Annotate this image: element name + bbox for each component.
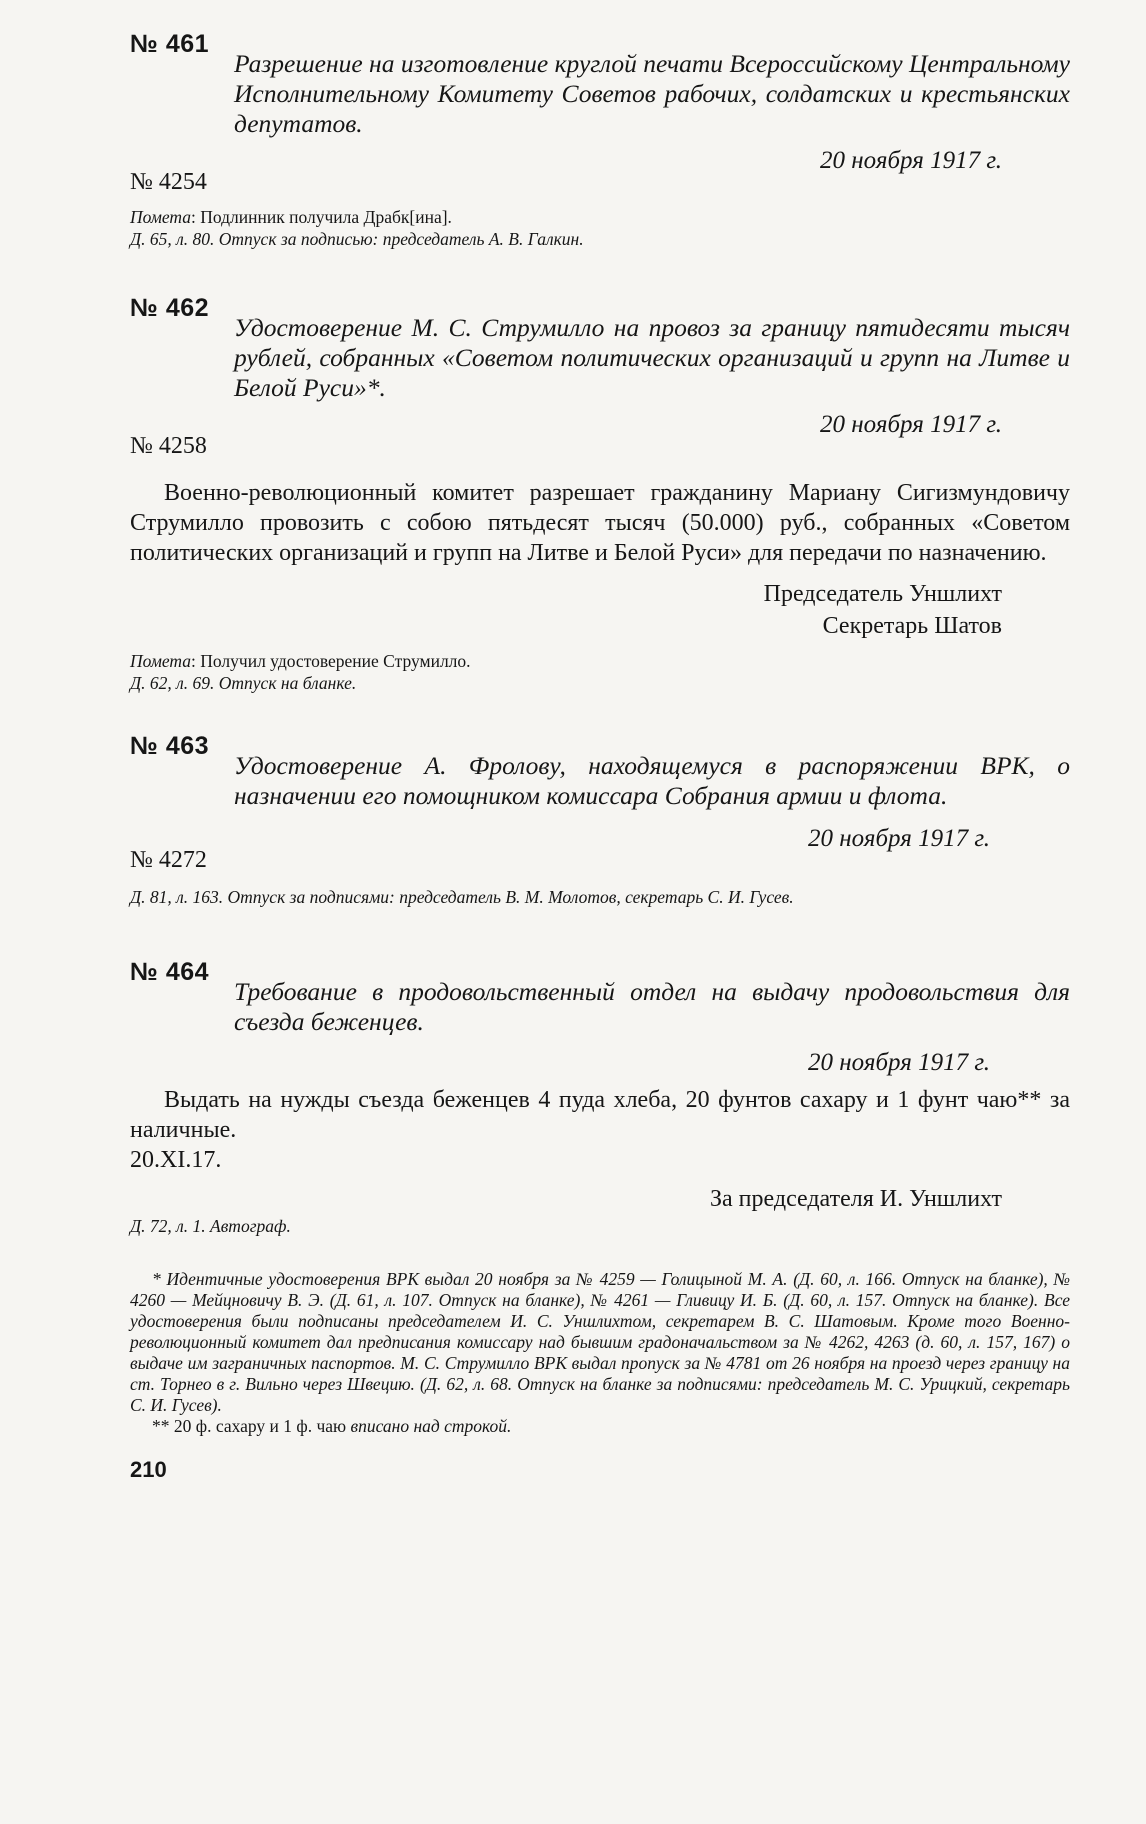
document-page — [130, 30, 1070, 1483]
footnote-1: * Идентичные удостоверения ВРК выдал 20 ноября за № 4259 — Голицыной М. А. (Д. 60, л. 166. Отпуск на бланке), № 4260 — Мейцновичу В. Э. (Д. 61, л. 107. Отпуск на бланке), № 4261 — Гливицу И. Б. (Д. 60, л. 157. Отпуск на бланке). Все удостоверения были подписаны председателем И. С. Уншлихтом, секретарем В. С. Шатовым. Кроме того Военно-революционный комитет дал предписания комиссару над бывшим градоначальством за № 4262, 4263 (д. 60, л. 157, 167) о выдаче им заграничных паспортов. М. С. Струмилло ВРК выдал пропуск за № 4781 от 26 ноября на проезд через границу на ст. Торнео в г. Вильно через Швецию. (Д. 62, л. 68. Отпуск на бланке за подписями: председатель М. С. Урицкий, секретарь С. И. Гусев). — [130, 1269, 1070, 1415]
document-title: Удостоверение А. Фролову, находящемуся в распоряжении ВРК, о назначении его помощником комиссара Собрания армии и флота. — [234, 751, 1070, 810]
footnote-2-text: вписано над строкой. — [346, 1416, 512, 1436]
footnote-2-mark: ** 20 ф. сахару и 1 ф. чаю — [152, 1416, 347, 1436]
document-body-date: 20.XI.17. — [130, 1147, 222, 1173]
archival-note — [130, 650, 1070, 672]
document-462 — [130, 294, 1070, 694]
document-number: № 463 — [130, 732, 210, 760]
page-number: 210 — [130, 1457, 167, 1482]
document-date: 20 ноября 1917 г. — [808, 825, 990, 852]
archival-source: Д. 65, л. 80. Отпуск за подписью: председатель А. В. Галкин. — [130, 229, 584, 249]
registration-number: № 4258 — [130, 433, 207, 459]
signature-chairman: Председатель Уншлихт — [763, 581, 1002, 607]
document-464 — [130, 958, 1070, 1237]
footnotes — [130, 1269, 1070, 1437]
archival-source: Д. 81, л. 163. Отпуск за подписями: председатель В. М. Молотов, секретарь С. И. Гусев. — [130, 887, 794, 907]
document-date: 20 ноября 1917 г. — [820, 147, 1002, 174]
footnote-2 — [130, 1416, 1070, 1437]
signature: За председателя И. Уншлихт — [710, 1186, 1002, 1212]
archival-note — [130, 206, 1070, 228]
document-461 — [130, 30, 1070, 250]
note-text: : Получил удостоверение Струмилло. — [191, 651, 471, 671]
document-title: Требование в продовольственный отдел на выдачу продовольствия для съезда беженцев. — [234, 977, 1070, 1036]
document-number: № 464 — [130, 958, 210, 986]
document-body: Выдать на нужды съезда беженцев 4 пуда хлеба, 20 фунтов сахару и 1 фунт чаю** за наличные. — [130, 1087, 1070, 1143]
document-title: Разрешение на изготовление круглой печати Всероссийскому Центральному Исполнительному Комитету Советов рабочих, солдатских и крестьянских депутатов. — [234, 49, 1070, 138]
document-date: 20 ноября 1917 г. — [808, 1049, 990, 1076]
document-body: Военно-революционный комитет разрешает гражданину Мариану Сигизмундовичу Струмилло провозить с собою пятьдесят тысяч (50.000) руб., собранных «Советом политических организаций и групп на Литве и Белой Руси» для передачи по назначению. — [130, 480, 1070, 566]
note-label: Помета — [130, 651, 192, 671]
registration-number: № 4254 — [130, 169, 207, 195]
note-label: Помета — [130, 207, 192, 227]
signature-secretary: Секретарь Шатов — [822, 613, 1002, 639]
registration-number: № 4272 — [130, 847, 207, 873]
note-text: : Подлинник получила Драбк[ина]. — [191, 207, 452, 227]
document-number: № 462 — [130, 294, 210, 322]
document-number: № 461 — [130, 30, 210, 58]
document-title: Удостоверение М. С. Струмилло на провоз за границу пятидесяти тысяч рублей, собранных «Советом политических организаций и групп на Литве и Белой Руси»*. — [234, 313, 1070, 402]
document-463 — [130, 732, 1070, 908]
archival-source: Д. 62, л. 69. Отпуск на бланке. — [130, 673, 357, 693]
document-date: 20 ноября 1917 г. — [820, 411, 1002, 438]
archival-source: Д. 72, л. 1. Автограф. — [130, 1216, 291, 1236]
